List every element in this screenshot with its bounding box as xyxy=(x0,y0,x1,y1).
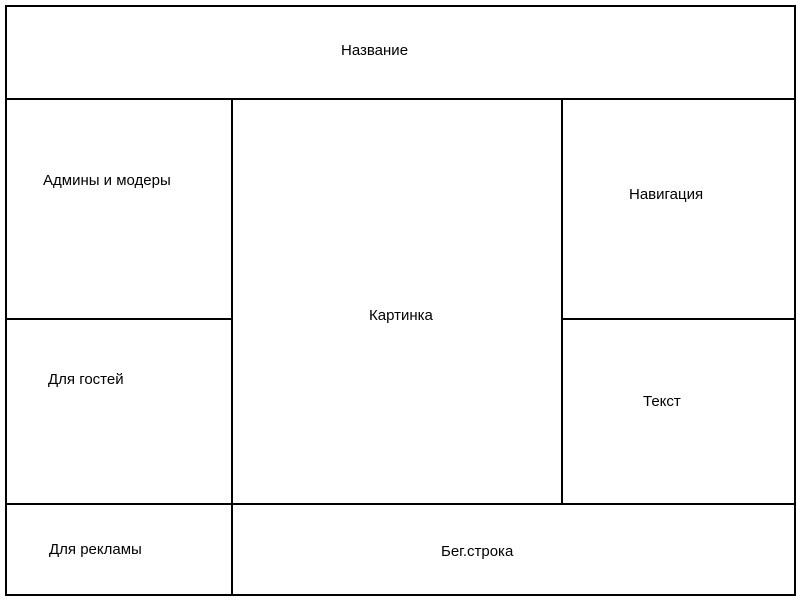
guests-block xyxy=(7,320,231,503)
picture-block xyxy=(233,100,561,503)
navigation-label: Навигация xyxy=(629,186,704,203)
ticker-block xyxy=(233,505,794,594)
admins-label: Админы и модеры xyxy=(43,172,171,189)
ads-label: Для рекламы xyxy=(49,541,142,558)
border-bottom xyxy=(5,594,796,596)
text-label: Текст xyxy=(643,393,681,410)
ads-block xyxy=(7,505,231,594)
picture-label: Картинка xyxy=(369,307,433,324)
border-right xyxy=(794,5,796,596)
guests-label: Для гостей xyxy=(48,371,124,388)
header-label: Название xyxy=(341,42,409,59)
text-block xyxy=(563,320,794,503)
navigation-block xyxy=(563,100,794,318)
header-block xyxy=(7,7,794,98)
ticker-label: Бег.строка xyxy=(441,543,514,560)
admins-block xyxy=(7,100,231,318)
